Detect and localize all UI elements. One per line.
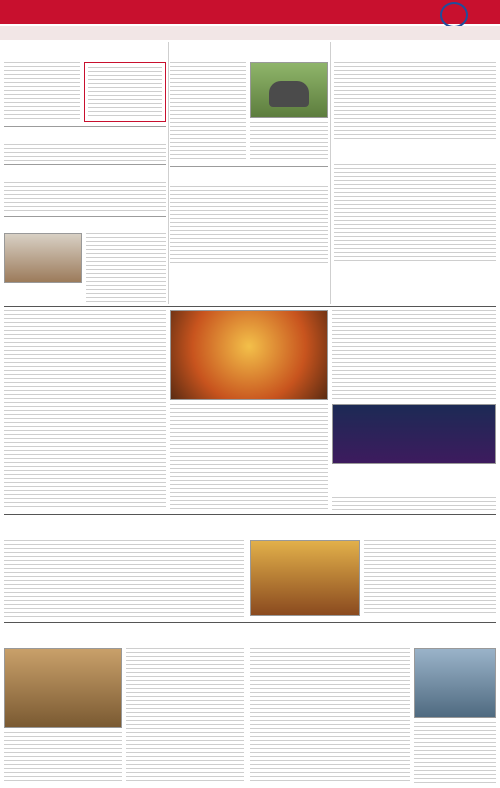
article-bottom-left [4, 626, 244, 784]
anniversary-badge-icon [440, 2, 468, 28]
article-center-second [170, 168, 328, 264]
body-text [170, 62, 246, 162]
body-text [4, 62, 80, 122]
column-rule [330, 42, 331, 304]
headline-top-left [4, 44, 166, 58]
article-lower-center [250, 518, 496, 618]
banner-headline-block [170, 268, 496, 302]
section-rule [4, 306, 496, 307]
section-rule [4, 164, 166, 165]
brand-logo [440, 2, 498, 26]
headline-top-right [334, 44, 496, 58]
body-text [86, 233, 166, 303]
section-rule [170, 166, 328, 167]
article-left-fourth [4, 218, 166, 304]
caption-text [332, 466, 496, 478]
body-text [4, 182, 166, 214]
photo-caption-center [332, 466, 496, 480]
article-lower-left [4, 518, 244, 618]
article-left-third [4, 166, 166, 214]
article-right-lower [332, 482, 496, 510]
column-rule [168, 42, 169, 304]
festival-lights-photo [332, 404, 496, 464]
body-text [4, 732, 122, 784]
headline-left-fourth [4, 218, 166, 231]
elephant-figure [269, 81, 309, 107]
masthead-section-bar [0, 0, 500, 24]
body-text [334, 62, 496, 142]
section-rule [4, 514, 496, 515]
body-text [334, 164, 496, 264]
article-top-center [170, 44, 328, 164]
body-text [4, 310, 166, 510]
section-rule [4, 126, 166, 127]
headline-banner-main [170, 268, 496, 298]
body-text [88, 67, 162, 119]
body-text [170, 404, 328, 510]
headline-lower-left [4, 518, 244, 536]
body-text [126, 648, 244, 784]
headline-lower-center [250, 518, 496, 536]
body-text [250, 648, 410, 784]
puja-pandal-photo [250, 540, 360, 616]
article-photo [4, 233, 82, 283]
headline-top-center [170, 44, 328, 58]
article-top-right [334, 44, 496, 144]
body-text [364, 540, 496, 616]
body-text [414, 722, 496, 784]
headline-bottom-left [4, 626, 244, 644]
article-top-left [4, 44, 166, 124]
news-photo [414, 648, 496, 718]
body-text [170, 186, 328, 264]
headline-left-third [4, 166, 166, 180]
section-rule [4, 216, 166, 217]
headline-bottom-right [250, 626, 496, 644]
headline-right-second [334, 148, 496, 161]
body-text [332, 497, 496, 510]
craft-products-photo [4, 648, 122, 728]
headline-right-lower [332, 482, 496, 495]
headline-center-second [170, 168, 328, 182]
article-right-second [334, 148, 496, 264]
body-text [332, 310, 496, 400]
body-text [250, 122, 328, 162]
elephant-photo [250, 62, 328, 118]
headline-left-second [4, 128, 166, 142]
section-rule [4, 622, 496, 623]
date-line-bar [0, 26, 500, 40]
article-left-second [4, 128, 166, 162]
sidebar-boxed-items [84, 62, 166, 122]
body-text [4, 144, 166, 162]
body-text [4, 540, 244, 618]
article-bottom-right [250, 626, 496, 784]
durga-idol-photo [170, 310, 328, 400]
